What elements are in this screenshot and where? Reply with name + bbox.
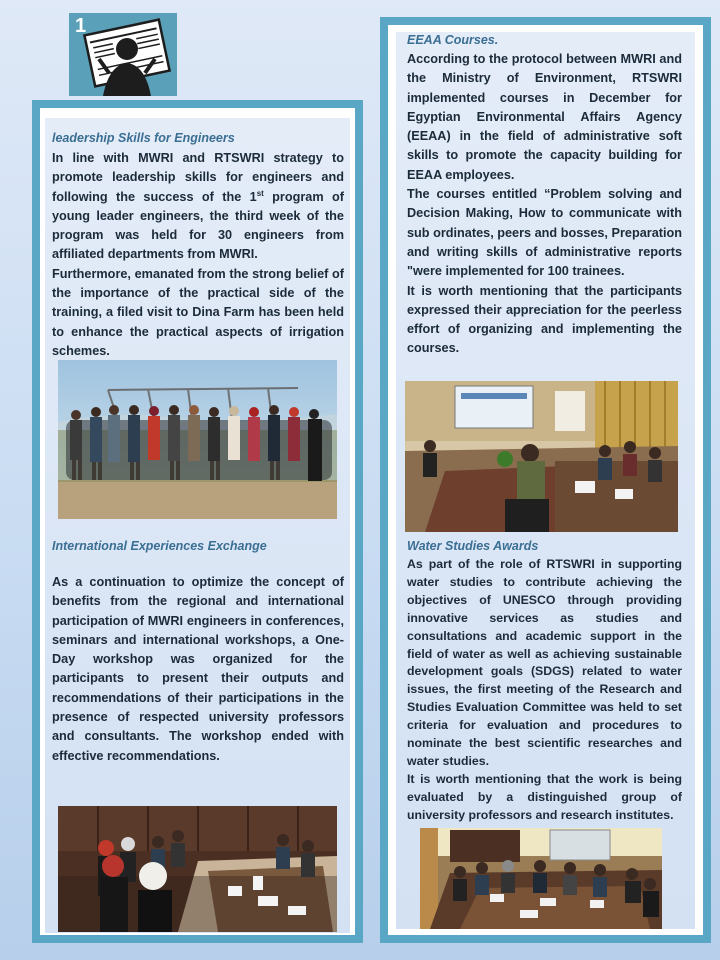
eeaa-paragraph-1: According to the protocol between MWRI and the Ministry of Environment, RTSWRI implemented courses in December for Egyptian Environmental Affairs Agency (EEAA) in the field of administrative soft skills to promote the capacity building for EEAA employees. bbox=[407, 52, 682, 182]
eeaa-course-photo bbox=[405, 381, 678, 532]
eeaa-paragraph-3: It is worth mentioning that the participants expressed their appreciation for the peerless effort of organizing and implementing the courses. bbox=[407, 283, 682, 356]
eeaa-text bbox=[407, 50, 682, 359]
international-text bbox=[52, 573, 344, 766]
eeaa-heading: EEAA Courses. bbox=[407, 33, 499, 47]
leadership-p1-end: program of young leader engineers, the third week of the program was held for 30 engineers from affiliated departments from MWRI. bbox=[52, 189, 344, 262]
water-awards-paragraph-2: It is worth mentioning that the work is being evaluated by a distinguished group of university professors and research institutes. bbox=[407, 771, 682, 822]
leadership-p1-start: In line with MWRI and RTSWRI strategy to promote leadership skills for engineers and following the success of the 1 bbox=[52, 151, 344, 204]
committee-meeting-photo bbox=[420, 828, 662, 929]
water-awards-paragraph-1: As part of the role of RTSWRI in supporting water studies to contribute achieving the objectives of UNESCO through providing innovative services as studies and consultations and academic support in the field of water as well as achieving sustainable development goals (SDGS) related to water issues, the first meeting of the Research and Studies Evaluation Committee was held to set criteria for evaluation and procedures to nominate the best scientific researches and water studies. bbox=[407, 557, 682, 768]
newspaper-reader-icon bbox=[69, 13, 177, 96]
leadership-text bbox=[52, 149, 344, 361]
leadership-heading: leadership Skills for Engineers bbox=[52, 131, 235, 145]
section-number-badge bbox=[69, 13, 177, 96]
ordinal-suffix: st bbox=[256, 188, 264, 198]
dina-farm-visit-photo bbox=[58, 360, 337, 519]
international-heading: International Experiences Exchange bbox=[52, 539, 267, 553]
leadership-paragraph-1 bbox=[52, 149, 344, 265]
workshop-photo bbox=[58, 806, 337, 932]
eeaa-paragraph-2: The courses entitled “Problem solving and Decision Making, How to communicate with sub ordinates, peers and bosses, Preparation and writing skills of administrative reports "were implemented for 100 trainees. bbox=[407, 187, 682, 279]
international-paragraph-1: As a continuation to optimize the concept of benefits from the regional and international participation of MWRI engineers in conferences, seminars and international workshops, a One-Day workshop was organized for the participants to present their outputs and recommendations of their participations in the presence of respected university professors and consultants. The workshop ended with effective recommendations. bbox=[52, 575, 344, 763]
section-number: 1 bbox=[75, 15, 87, 37]
leadership-paragraph-2: Furthermore, emanated from the strong belief of the importance of the practical side of the training, a filed visit to Dina Farm has been held to enhance the practical aspects of irrigation schemes. bbox=[52, 266, 344, 358]
water-awards-heading: Water Studies Awards bbox=[407, 539, 539, 553]
water-awards-text bbox=[407, 556, 682, 825]
